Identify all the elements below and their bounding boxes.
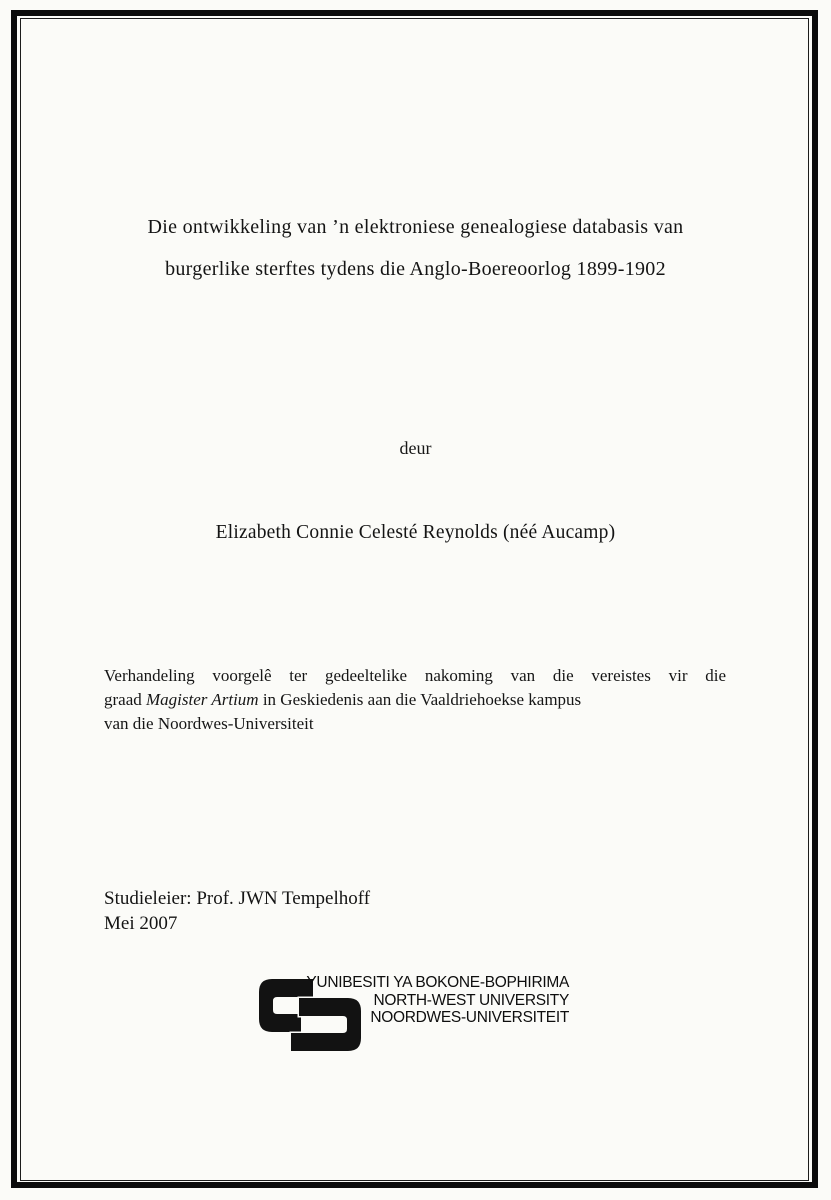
degree-name-italic: Magister Artium <box>146 690 259 709</box>
degree-statement-line-1: Verhandeling voorgelê ter gedeeltelike nakoming van die vereistes vir die <box>104 666 726 685</box>
thesis-title-line-2: burgerlike sterftes tydens die Anglo-Boereoorlog 1899-1902 <box>165 258 666 280</box>
supervisor-block <box>104 886 370 936</box>
byline-deur: deur <box>399 438 432 458</box>
degree-statement-line-2-post: in Geskiedenis aan die Vaaldriehoekse kampus <box>258 690 582 709</box>
university-logo <box>259 972 569 1054</box>
university-name-english: NORTH-WEST UNIVERSITY <box>373 991 569 1009</box>
supervisor-line: Studieleier: Prof. JWN Tempelhoff <box>104 888 371 909</box>
degree-statement-line-2-pre: graad <box>104 690 147 709</box>
university-name-setswana: YUNIBESITI YA BOKONE-BOPHIRIMA <box>306 974 569 991</box>
university-logo-text <box>306 974 569 1027</box>
author-name: Elizabeth Connie Celesté Reynolds (néé Aucamp) <box>215 522 616 543</box>
thesis-title <box>60 206 771 290</box>
university-name-afrikaans: NOORDWES-UNIVERSITEIT <box>370 1009 569 1027</box>
degree-statement <box>104 664 726 736</box>
degree-statement-line-3: van die Noordwes-Universiteit <box>104 714 314 733</box>
date-line: Mei 2007 <box>104 913 178 934</box>
thesis-title-line-1: Die ontwikkeling van ’n elektroniese genealogiese databasis van <box>147 216 684 238</box>
degree-statement-line-2 <box>104 688 726 712</box>
